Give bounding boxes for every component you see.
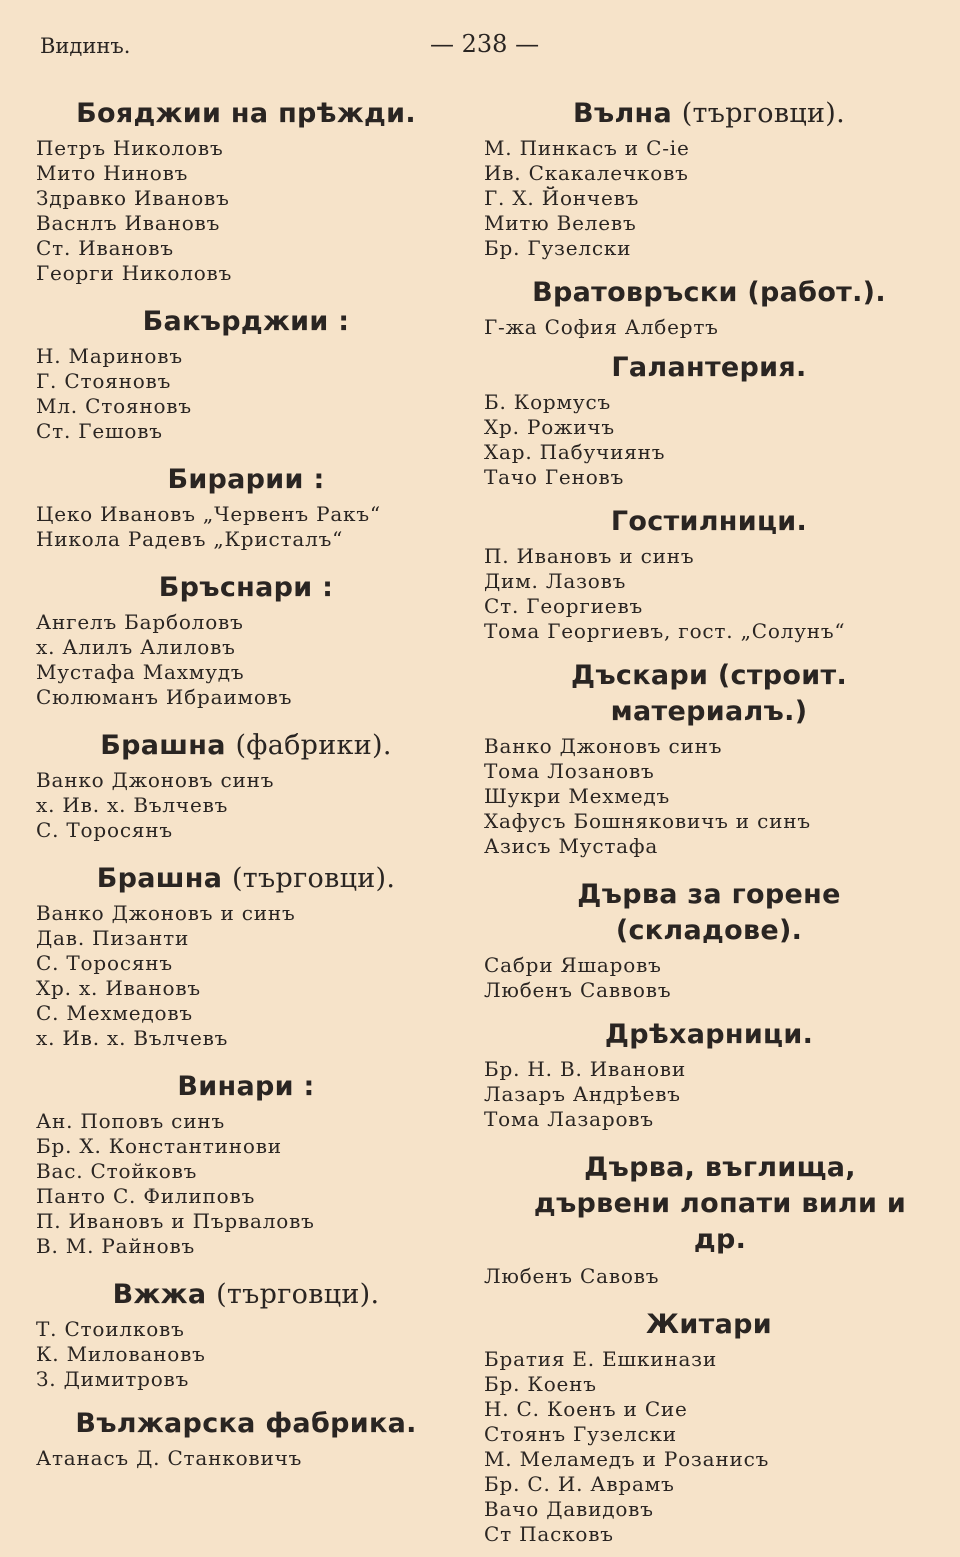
section-heading [484,504,934,540]
section-title: Дърва, въглища, дървени лопати вили и др. [533,1152,907,1255]
directory-entry: Цеко Ивановъ „Червенъ Ракъ“ [36,502,381,526]
entry-list [36,1109,456,1259]
directory-entry: Георги Николовъ [36,261,233,285]
directory-entry: Любенъ Саввовъ [484,978,672,1002]
section-subtitle: (фабрики). [235,730,392,761]
directory-entry: Шукри Мехмедъ [484,784,671,808]
entry-list [36,502,456,552]
directory-entry: С. Торосянъ [36,951,173,975]
directory-entry: Бр. Гузелски [484,236,632,260]
directory-entry: Г. Стояновъ [36,369,172,393]
entry-list [36,1446,456,1471]
directory-entry: Стоянъ Гузелски [484,1422,677,1446]
directory-entry: Хар. Пабучиянъ [484,440,666,464]
directory-entry: С. Мехмедовъ [36,1001,193,1025]
directory-entry: Хр. Рожичъ [484,415,615,439]
directory-entry: Панто С. Филиповъ [36,1184,256,1208]
entry-list [484,544,934,644]
section-heading [36,1406,456,1442]
directory-entry: Дав. Пизанти [36,926,190,950]
section-title: Бирарии : [167,464,325,495]
section-spacer [484,1289,934,1307]
directory-entry: Бр. Х. Константинови [36,1134,282,1158]
directory-entry: Г. Х. Йончевъ [484,186,640,210]
directory-entry: Тома Лозановъ [484,759,655,783]
section-heading [36,1069,456,1105]
section-subtitle: (търговци). [231,863,396,894]
section-spacer [484,1003,934,1017]
directory-entry: Тома Георгиевъ, гост. „Солунъ“ [484,619,846,643]
directory-section [36,96,456,304]
directory-entry: П. Ивановъ и Първаловъ [36,1209,315,1233]
directory-section [484,1017,934,1150]
directory-entry: х. Ив. х. Вълчевъ [36,793,229,817]
section-heading [484,1017,934,1053]
section-spacer [36,843,456,861]
directory-section [36,462,456,570]
entry-list [36,768,456,843]
section-spacer [36,1051,456,1069]
section-spacer [484,1132,934,1150]
section-title: Дъскари (строит. материалъ.) [570,660,848,727]
directory-entry: Петръ Николовъ [36,136,224,160]
section-title: Вълна [572,98,672,129]
section-title: Вжжа [112,1279,207,1310]
directory-entry: Бр. С. И. Аврамъ [484,1472,675,1496]
directory-entry: Ив. Скакалечковъ [484,161,689,185]
section-heading [36,861,456,897]
directory-entry: Мустафа Махмудъ [36,660,245,684]
directory-entry: Т. Стоилковъ [36,1317,185,1341]
directory-section [484,877,934,1017]
section-heading [484,350,934,386]
directory-entry: Вас. Стойковъ [36,1159,198,1183]
directory-entry: Ст. Гешовъ [36,419,163,443]
entry-list [484,734,934,859]
directory-entry: Н. Мариновъ [36,344,183,368]
directory-entry: Ванко Джоновъ синъ [36,768,275,792]
directory-entry: Ст. Ивановъ [36,236,174,260]
directory-entry: П. Ивановъ и синъ [484,544,695,568]
directory-entry: Бр. Коенъ [484,1372,597,1396]
section-spacer [484,859,934,877]
directory-section [484,350,934,504]
directory-section [484,504,934,658]
section-heading [36,304,456,340]
directory-section [484,275,934,350]
directory-entry: М. Пинкасъ и С-ie [484,136,690,160]
directory-section [484,1307,934,1557]
directory-entry: Ванко Джоновъ синъ [484,734,723,758]
directory-entry: Ст Пасковъ [484,1522,614,1546]
section-heading [484,877,934,949]
section-heading [36,462,456,498]
directory-entry: Н. С. Коенъ и Сие [484,1397,688,1421]
directory-entry: Сабри Яшаровъ [484,953,662,977]
section-spacer [484,490,934,504]
section-title: Дърва за горене (складове). [577,879,841,946]
entry-list [36,1317,456,1392]
directory-section [484,658,934,877]
section-title: Вължарска фабрика. [75,1408,417,1439]
directory-entry: Дим. Лазовъ [484,569,627,593]
directory-entry: Вачо Давидовъ [484,1497,654,1521]
section-title: Житари [646,1309,772,1340]
directory-entry: Никола Радевъ „Кристалъ“ [36,527,344,551]
directory-entry: х. Алилъ Алиловъ [36,635,236,659]
directory-entry: К. Миловановъ [36,1342,206,1366]
section-heading [484,1307,934,1343]
directory-entry: Тома Лазаровъ [484,1107,654,1131]
section-spacer [484,644,934,658]
section-spacer [36,286,456,304]
entry-list [484,1057,934,1132]
entry-list [36,901,456,1051]
section-heading [484,275,934,311]
section-spacer [36,1392,456,1406]
directory-section [36,304,456,462]
page-header [0,30,960,64]
directory-entry: Б. Кормусъ [484,390,611,414]
section-title: Вратовръски (работ.). [532,277,886,308]
directory-section [484,1150,934,1307]
section-heading [36,570,456,606]
directory-entry: В. М. Райновъ [36,1234,196,1258]
section-spacer [36,1471,456,1481]
section-title: Бакърджии : [142,306,350,337]
directory-section [484,96,934,275]
entry-list [36,136,456,286]
section-title: Гостилници. [610,506,808,537]
section-subtitle: (търговци). [216,1279,380,1310]
section-spacer [36,1259,456,1277]
section-subtitle: (търговци). [681,98,846,129]
entry-list [484,136,934,261]
city-name: Видинъ. [40,34,131,58]
section-heading [484,96,934,132]
entry-list [484,315,934,340]
entry-list [36,610,456,710]
section-heading [484,658,934,730]
section-spacer [36,552,456,570]
directory-section [36,861,456,1069]
section-heading [36,96,456,132]
directory-entry: Атанасъ Д. Станковичъ [36,1446,303,1470]
directory-entry: М. Меламедъ и Розанисъ [484,1447,770,1471]
section-spacer [484,340,934,350]
directory-entry: Мито Ниновъ [36,161,189,185]
directory-entry: Здравко Ивановъ [36,186,230,210]
directory-entry: Бр. Н. В. Иванови [484,1057,686,1081]
directory-entry: Хр. х. Ивановъ [36,976,201,1000]
entry-list [484,1347,934,1547]
section-spacer [36,444,456,462]
page-number: — 238 — [430,30,540,58]
directory-entry: Хафусъ Бошняковичъ и синъ [484,809,811,833]
section-title: Брашна [96,863,223,894]
directory-entry: Митю Велевъ [484,211,637,235]
directory-entry: Лазаръ Андрѣевъ [484,1082,681,1106]
directory-entry: Тачо Геновъ [484,465,625,489]
left-column [36,96,456,1481]
entry-list [484,390,934,490]
section-spacer [484,1547,934,1557]
entry-list [484,1264,934,1289]
directory-section [36,728,456,861]
section-title: Брашна [100,730,226,761]
section-title: Винари : [177,1071,315,1102]
section-title: Дрѣхарници. [604,1019,814,1050]
directory-entry: Ангелъ Барболовъ [36,610,244,634]
section-spacer [484,261,934,275]
directory-entry: Азисъ Мустафа [484,834,659,858]
section-title: Бояджии на прѣжди. [76,98,416,129]
section-spacer [36,710,456,728]
directory-section [36,1069,456,1277]
directory-entry: Ст. Георгиевъ [484,594,644,618]
directory-section [36,1277,456,1406]
directory-entry: Братия Е. Ешкинази [484,1347,718,1371]
section-heading [36,1277,456,1313]
directory-entry: х. Ив. х. Вълчевъ [36,1026,229,1050]
entry-list [484,953,934,1003]
directory-entry: Ванко Джоновъ и синъ [36,901,296,925]
directory-entry: Любенъ Савовъ [484,1264,660,1288]
section-title: Галантерия. [611,352,807,383]
directory-section [36,570,456,728]
section-heading [520,1150,920,1258]
section-heading [36,728,456,764]
right-column [484,96,934,1557]
directory-entry: Ан. Поповъ синъ [36,1109,225,1133]
directory-entry: Мл. Стояновъ [36,394,192,418]
directory-entry: Г-жа София Албертъ [484,315,719,339]
directory-entry: С. Торосянъ [36,818,173,842]
directory-entry: Сюлюманъ Ибраимовъ [36,685,293,709]
directory-entry: Васнлъ Ивановъ [36,211,221,235]
directory-entry: З. Димитровъ [36,1367,190,1391]
entry-list [36,344,456,444]
directory-section [36,1406,456,1481]
section-title: Бръснари : [158,572,334,603]
